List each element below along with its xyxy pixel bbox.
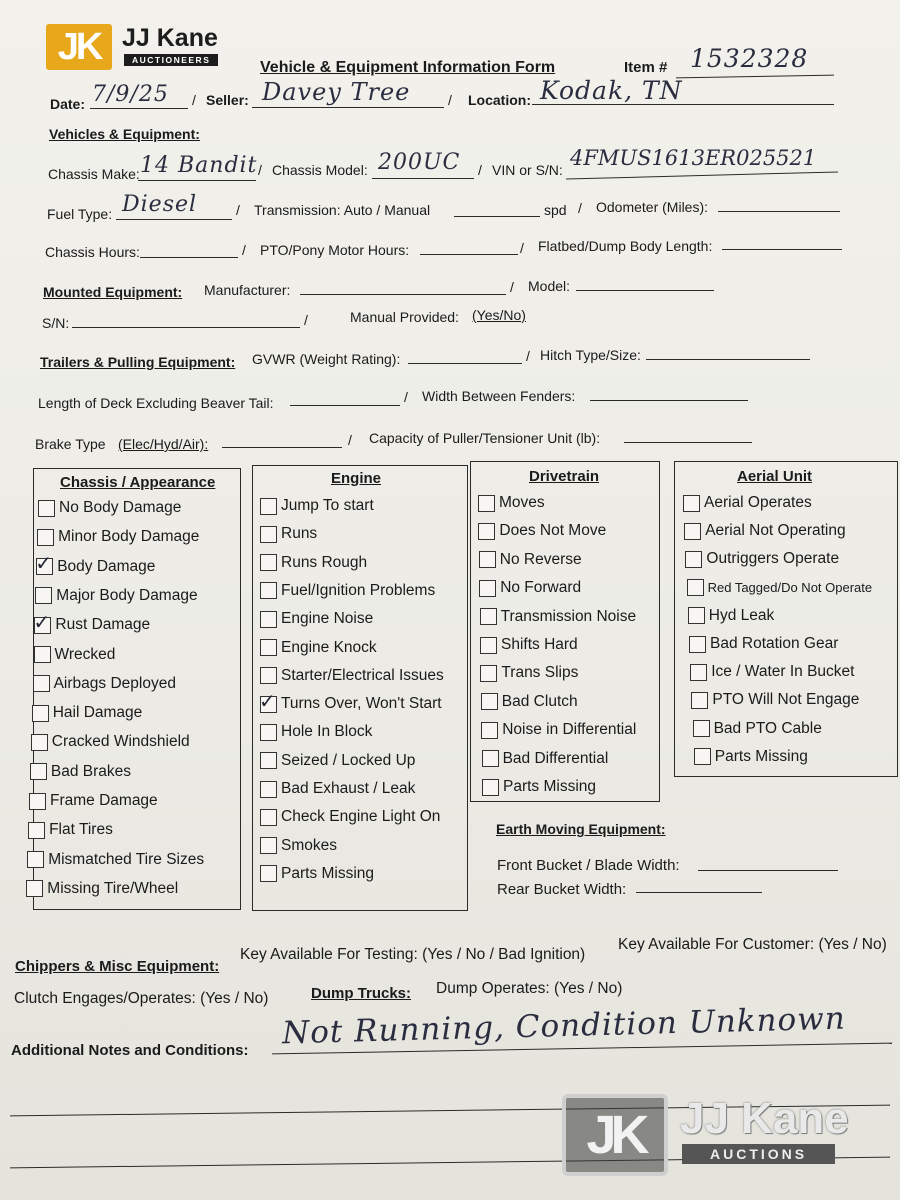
brake-type-line [222, 447, 342, 448]
manufacturer-label: Manufacturer: [204, 282, 291, 298]
checkbox[interactable] [37, 529, 54, 546]
fuel-type-label: Fuel Type: [47, 206, 113, 222]
location-line [532, 104, 834, 105]
checkbox[interactable] [32, 705, 49, 722]
engine-checkbox-item[interactable] [260, 666, 444, 686]
engine-checkbox-item[interactable] [260, 807, 440, 827]
vehicles-heading: Vehicles & Equipment: [49, 126, 200, 142]
checkbox-label: Hole In Block [281, 723, 373, 741]
pto-hours-label: PTO/Pony Motor Hours: [260, 242, 410, 258]
fenders-label: Width Between Fenders: [422, 388, 576, 404]
checkbox-label: Runs [281, 525, 318, 543]
aerial-checkbox-item[interactable] [693, 719, 822, 739]
date-line [90, 108, 188, 109]
front-bucket-label: Front Bucket / Blade Width: [497, 857, 680, 874]
checkbox[interactable] [693, 720, 710, 737]
checkbox[interactable] [34, 646, 51, 663]
trailers-heading: Trailers & Pulling Equipment: [40, 354, 236, 370]
drivetrain-checkbox-item[interactable] [481, 692, 578, 712]
engine-checkbox-item[interactable] [260, 779, 415, 799]
chassis-hours-line [140, 257, 238, 258]
checkbox-label: Transmission Noise [500, 607, 637, 625]
aerial-checkbox-item[interactable] [684, 521, 845, 541]
checkbox-label: Rust Damage [55, 616, 151, 634]
engine-checkbox-item[interactable] [260, 524, 317, 544]
checkbox[interactable] [480, 637, 497, 654]
fuel-type-line [116, 219, 232, 220]
sn-line [72, 327, 300, 328]
checkbox-label: Bad Clutch [501, 692, 578, 710]
checkbox-label: Parts Missing [503, 778, 597, 795]
odometer-line [718, 211, 840, 212]
checkbox[interactable] [259, 688, 277, 713]
chassis-checkbox-item[interactable] [38, 498, 181, 518]
engine-title: Engine [331, 470, 382, 487]
checkbox[interactable] [29, 793, 46, 810]
logo-subtitle: AUCTIONEERS [124, 54, 218, 66]
sep-6: / [578, 200, 582, 216]
checkbox-label: Does Not Move [499, 522, 607, 540]
chassis-checkbox-item[interactable] [37, 527, 199, 547]
checkbox[interactable] [478, 523, 495, 540]
checkbox[interactable] [33, 675, 50, 692]
hitch-line [646, 359, 810, 360]
checkbox[interactable] [478, 495, 495, 512]
check-mark-icon: ✓ [259, 688, 276, 713]
key-customer-text: Key Available For Customer: (Yes / No) [618, 936, 887, 953]
checkbox[interactable] [260, 781, 277, 798]
item-number-value[interactable]: 1532328 [690, 44, 809, 73]
checkbox[interactable] [260, 752, 277, 769]
chassis-checkbox-item[interactable] [27, 850, 204, 870]
mounted-heading: Mounted Equipment: [43, 284, 183, 300]
notes-value[interactable]: Not Running, Condition Unknown [281, 1000, 847, 1052]
chassis-checkbox-item[interactable] [29, 791, 158, 811]
checkbox-label: Minor Body Damage [58, 528, 200, 546]
checkbox[interactable] [684, 523, 701, 540]
jj-kane-auctions-watermark [562, 1094, 872, 1174]
checkbox[interactable] [482, 750, 499, 767]
capacity-line [624, 442, 752, 443]
front-bucket-line [698, 870, 838, 871]
aerial-checkbox-item[interactable] [691, 690, 859, 710]
engine-checkbox-item[interactable] [260, 553, 367, 573]
aerial-checkbox-item[interactable] [687, 578, 873, 598]
engine-checkbox-item[interactable] [260, 609, 373, 629]
engine-checkbox-item[interactable] [260, 751, 415, 771]
checkbox-label: Aerial Not Operating [705, 522, 846, 540]
deck-length-label: Length of Deck Excluding Beaver Tail: [38, 395, 274, 411]
manufacturer-line [300, 294, 506, 295]
checkbox[interactable] [685, 551, 702, 568]
checkbox[interactable] [38, 500, 55, 517]
checkbox[interactable] [481, 693, 498, 710]
vin-line [566, 171, 838, 179]
chassis-make-label: Chassis Make: [48, 166, 140, 182]
checkbox[interactable] [481, 722, 498, 739]
checkbox-label: PTO Will Not Engage [712, 691, 860, 709]
checkbox[interactable] [260, 865, 277, 882]
checkbox-label: Bad Differential [502, 749, 609, 767]
chassis-appearance-title: Chassis / Appearance [60, 474, 216, 491]
engine-checkbox-item[interactable] [260, 496, 374, 516]
earth-moving-heading: Earth Moving Equipment: [496, 821, 666, 837]
flatbed-length-line [722, 249, 842, 250]
chassis-make-value[interactable]: 14 Bandit [140, 153, 258, 178]
sep-9: / [510, 279, 514, 295]
sep-7: / [242, 242, 246, 258]
sep-3: / [258, 162, 262, 178]
fenders-line [590, 400, 748, 401]
checkbox-label: Major Body Damage [56, 586, 198, 604]
checkbox[interactable] [687, 579, 704, 596]
checkbox-label: Flat Tires [49, 821, 113, 839]
checkbox[interactable] [27, 851, 44, 868]
jj-kane-logo [46, 24, 246, 74]
brake-type-options: (Elec/Hyd/Air): [118, 436, 209, 452]
chassis-checkbox-item[interactable] [33, 674, 176, 694]
aerial-checkbox-item[interactable] [683, 493, 812, 513]
checkbox[interactable] [35, 587, 52, 604]
seller-value[interactable]: Davey Tree [262, 78, 411, 106]
sep-2: / [448, 92, 452, 108]
model-label: Model: [528, 278, 571, 294]
checkbox[interactable] [260, 582, 277, 599]
checkbox[interactable] [30, 763, 47, 780]
vin-value[interactable]: 4FMUS1613ER025521 [570, 146, 817, 170]
item-number-line [676, 75, 834, 79]
clutch-text: Clutch Engages/Operates: (Yes / No) [14, 990, 269, 1007]
drivetrain-checkbox-item[interactable] [478, 493, 545, 513]
jk-watermark-mark: JK [562, 1094, 668, 1176]
checkbox-label: Noise in Differential [502, 721, 637, 739]
checkbox-label: Hyd Leak [708, 606, 775, 624]
item-number-label: Item # [624, 59, 668, 76]
checkbox[interactable] [26, 880, 43, 897]
location-label: Location: [468, 92, 531, 108]
watermark-name: JJ Kane [680, 1094, 849, 1143]
logo-name: JJ Kane [122, 24, 218, 52]
checkbox-label: Bad Exhaust / Leak [281, 780, 416, 797]
checkbox-label: Moves [499, 494, 545, 511]
checkbox-label: Ice / Water In Bucket [711, 663, 855, 681]
sep-12: / [404, 389, 408, 405]
drivetrain-checkbox-item[interactable] [479, 550, 582, 570]
checkbox[interactable] [689, 636, 706, 653]
drivetrain-title: Drivetrain [529, 468, 600, 485]
sep-10: / [304, 312, 308, 328]
checkbox[interactable] [482, 779, 499, 796]
checkbox-label: Runs Rough [281, 553, 368, 571]
chassis-checkbox-item[interactable] [35, 551, 156, 577]
checkbox-label: Hail Damage [52, 704, 143, 722]
chassis-checkbox-item[interactable] [26, 879, 178, 899]
checkbox-label: Shifts Hard [501, 636, 578, 653]
engine-checkbox-item[interactable] [260, 581, 435, 601]
drivetrain-checkbox-item[interactable] [480, 663, 578, 683]
checkbox[interactable] [260, 639, 277, 656]
checkbox[interactable] [480, 608, 497, 625]
checkbox[interactable] [260, 526, 277, 543]
deck-length-line [290, 405, 400, 406]
checkbox-label: Fuel/Ignition Problems [281, 581, 436, 599]
vin-label: VIN or S/N: [492, 162, 563, 178]
fuel-type-value[interactable]: Diesel [122, 192, 198, 217]
jk-logo-mark: JK [46, 24, 112, 70]
spd-label: spd [544, 202, 567, 218]
drivetrain-checkbox-item[interactable] [479, 578, 581, 598]
chassis-checkbox-item[interactable] [31, 732, 190, 752]
checkbox-label: Engine Knock [281, 638, 377, 656]
checkbox[interactable] [691, 692, 708, 709]
sep-1: / [192, 92, 196, 108]
checkbox-label: No Body Damage [59, 499, 182, 516]
aerial-unit-title: Aerial Unit [737, 468, 813, 485]
engine-checkbox-item[interactable] [260, 638, 377, 658]
date-value[interactable]: 7/9/25 [92, 82, 169, 107]
checkbox[interactable] [260, 498, 277, 515]
checkbox-label: Frame Damage [50, 792, 158, 809]
rear-bucket-line [636, 892, 762, 893]
checkbox[interactable] [35, 551, 53, 576]
odometer-label: Odometer (Miles): [596, 199, 709, 215]
checkbox-label: Aerial Operates [704, 494, 812, 511]
checkbox[interactable] [33, 609, 51, 634]
chassis-checkbox-item[interactable] [34, 645, 116, 665]
aerial-checkbox-item[interactable] [688, 606, 774, 626]
checkbox-label: Starter/Electrical Issues [281, 666, 444, 684]
brake-type-label: Brake Type [35, 436, 106, 452]
location-value[interactable]: Kodak, TN [540, 76, 683, 105]
chassis-model-label: Chassis Model: [272, 162, 368, 178]
checkbox-label: Check Engine Light On [281, 808, 441, 826]
checkbox-label: Parts Missing [714, 747, 808, 765]
manual-provided-label: Manual Provided: [350, 309, 459, 325]
chassis-checkbox-item[interactable] [35, 586, 197, 606]
sep-11: / [526, 348, 530, 364]
drivetrain-checkbox-item[interactable] [480, 607, 637, 627]
aerial-checkbox-item[interactable] [689, 634, 838, 654]
drivetrain-checkbox-item[interactable] [482, 777, 596, 797]
sep-4: / [478, 162, 482, 178]
sep-13: / [348, 432, 352, 448]
checkbox[interactable] [31, 734, 48, 751]
checkbox-label: Bad Rotation Gear [710, 635, 839, 652]
chassis-checkbox-item[interactable] [30, 762, 131, 782]
checkbox[interactable] [260, 809, 277, 826]
checkbox-label: Trans Slips [501, 664, 579, 682]
sep-5: / [236, 202, 240, 218]
chassis-checkbox-item[interactable] [32, 703, 143, 723]
flatbed-length-label: Flatbed/Dump Body Length: [538, 238, 713, 254]
drivetrain-checkbox-item[interactable] [478, 521, 606, 541]
checkbox-label: No Forward [500, 579, 582, 597]
aerial-checkbox-item[interactable] [694, 747, 808, 767]
chassis-model-value[interactable]: 200UC [378, 150, 461, 175]
check-mark-icon: ✓ [35, 551, 52, 576]
checkbox-label: Smokes [281, 836, 337, 854]
hitch-label: Hitch Type/Size: [540, 347, 641, 363]
chassis-checkbox-item[interactable] [28, 820, 113, 840]
engine-checkbox-item[interactable] [260, 836, 337, 856]
checkbox[interactable] [688, 607, 705, 624]
checkbox[interactable] [260, 724, 277, 741]
checkbox-label: Mismatched Tire Sizes [48, 850, 205, 868]
checkbox-label: Wrecked [54, 645, 116, 663]
checkbox[interactable] [260, 554, 277, 571]
key-testing-text: Key Available For Testing: (Yes / No / Bad Ignition) [240, 946, 586, 963]
checkbox[interactable] [479, 551, 496, 568]
watermark-subtitle: AUCTIONS [682, 1144, 835, 1164]
dump-operates-text: Dump Operates: (Yes / No) [436, 980, 623, 997]
checkbox[interactable] [260, 667, 277, 684]
form-title: Vehicle & Equipment Information Form [260, 59, 556, 76]
transmission-label: Transmission: Auto / Manual [254, 202, 431, 218]
checkbox[interactable] [683, 495, 700, 512]
transmission-line [454, 216, 540, 217]
drivetrain-checkbox-item[interactable] [482, 749, 609, 769]
checkbox-label: Cracked Windshield [51, 733, 190, 751]
engine-checkbox-item[interactable] [259, 688, 442, 714]
checkbox[interactable] [694, 748, 711, 765]
manual-provided-options[interactable]: (Yes/No) [472, 307, 526, 323]
checkbox-label: Jump To start [281, 497, 374, 514]
checkbox[interactable] [690, 664, 707, 681]
drivetrain-checkbox-item[interactable] [481, 720, 636, 740]
capacity-label: Capacity of Puller/Tensioner Unit (lb): [369, 430, 601, 446]
notes-label: Additional Notes and Conditions: [11, 1042, 249, 1059]
checkbox[interactable] [260, 837, 277, 854]
checkbox[interactable] [260, 611, 277, 628]
aerial-checkbox-item[interactable] [685, 549, 839, 569]
chassis-hours-label: Chassis Hours: [45, 244, 140, 260]
checkbox-label: Outriggers Operate [706, 550, 840, 568]
aerial-checkbox-item[interactable] [690, 662, 854, 682]
chassis-checkbox-item[interactable] [33, 609, 151, 635]
checkbox-label: Red Tagged/Do Not Operate [707, 580, 873, 596]
checkbox-label: Seized / Locked Up [281, 751, 416, 769]
model-line [576, 290, 714, 291]
checkbox-label: Engine Noise [281, 610, 374, 628]
sep-8: / [520, 240, 524, 256]
checkbox[interactable] [28, 822, 45, 839]
dump-trucks-heading: Dump Trucks: [311, 985, 412, 1002]
checkbox-label: Turns Over, Won't Start [281, 695, 442, 713]
checkbox[interactable] [480, 665, 497, 682]
checkbox-label: Body Damage [57, 557, 156, 575]
seller-label: Seller: [206, 92, 249, 108]
drivetrain-checkbox-item[interactable] [480, 635, 578, 655]
seller-line [252, 107, 444, 108]
sn-label: S/N: [42, 315, 70, 331]
checkbox-label: Missing Tire/Wheel [47, 879, 179, 897]
chassis-model-line [372, 178, 474, 179]
gvwr-label: GVWR (Weight Rating): [252, 351, 401, 367]
checkbox-label: Bad PTO Cable [713, 719, 822, 737]
check-mark-icon: ✓ [33, 609, 51, 634]
date-label: Date: [50, 96, 86, 112]
chippers-heading: Chippers & Misc Equipment: [15, 958, 220, 975]
rear-bucket-label: Rear Bucket Width: [497, 881, 627, 898]
checkbox[interactable] [479, 580, 496, 597]
pto-hours-line [420, 254, 518, 255]
chassis-make-line [138, 180, 256, 181]
checkbox-label: No Reverse [499, 550, 582, 568]
engine-checkbox-item[interactable] [260, 864, 374, 884]
checkbox-label: Bad Brakes [50, 762, 132, 780]
checkbox-label: Parts Missing [281, 864, 375, 882]
checkbox-label: Airbags Deployed [53, 674, 176, 692]
gvwr-line [408, 363, 522, 364]
engine-checkbox-item[interactable] [260, 722, 372, 742]
